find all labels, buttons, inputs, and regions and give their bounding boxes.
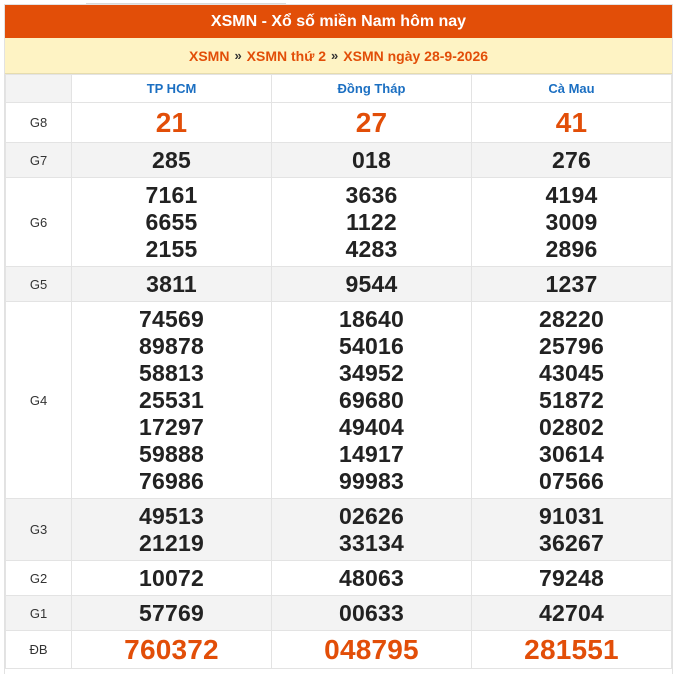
lottery-number: 2155 [145,235,198,262]
breadcrumb-link-date[interactable]: XSMN ngày 28-9-2026 [343,47,489,64]
lottery-number: 02626 [339,502,404,529]
results-table [5,74,672,669]
lottery-number: 25796 [539,332,604,359]
prize-label: G3 [6,499,72,561]
prize-cell [472,631,672,669]
lottery-number: 21 [155,106,188,138]
number-stack [272,565,471,592]
number-stack [272,147,471,174]
number-stack [272,182,471,263]
lottery-number: 30614 [539,440,604,467]
number-stack [272,600,471,627]
lottery-number: 36267 [539,529,604,556]
lottery-number: 3811 [146,270,197,297]
prize-label: ĐB [6,631,72,669]
prize-cell [72,631,272,669]
prize-row [6,499,672,561]
prize-cell [272,631,472,669]
prize-cell [272,302,472,499]
prize-row [6,631,672,669]
number-stack [72,271,271,298]
prize-cell [472,302,672,499]
column-header-province[interactable]: TP HCM [72,75,272,103]
lottery-number: 28220 [539,305,604,332]
lottery-number: 89878 [139,332,204,359]
lottery-number: 69680 [339,386,404,413]
results-title: XSMN - Xổ số miền Nam hôm nay [5,5,672,38]
prize-row [6,178,672,267]
lottery-number: 17297 [139,413,204,440]
number-stack [272,503,471,557]
number-stack [472,600,671,627]
prize-cell [472,178,672,267]
prize-cell [272,267,472,302]
number-stack [472,503,671,557]
prize-cell [72,178,272,267]
table-header-row [6,75,672,103]
lottery-number: 2896 [545,235,598,262]
prize-cell [72,103,272,143]
lottery-number: 018 [352,146,391,173]
number-stack [272,306,471,495]
breadcrumb-separator: » [331,48,339,63]
prize-cell [72,596,272,631]
lottery-number: 74569 [139,305,204,332]
lottery-number: 34952 [339,359,404,386]
prize-cell [72,143,272,178]
lottery-number: 07566 [539,467,604,494]
prize-label: G7 [6,143,72,178]
prize-row [6,302,672,499]
lottery-number: 3636 [345,181,398,208]
lottery-number: 27 [355,106,388,138]
number-stack [72,182,271,263]
number-stack [272,271,471,298]
results-panel [4,4,673,674]
lottery-number: 7161 [145,181,198,208]
prize-label: G6 [6,178,72,267]
prize-label: G2 [6,561,72,596]
number-stack [472,306,671,495]
number-stack [72,107,271,139]
lottery-number: 00633 [339,599,404,626]
special-prize-number: 281551 [524,633,619,665]
number-stack [472,147,671,174]
number-stack [72,634,271,666]
prize-cell [72,561,272,596]
lottery-number: 79248 [539,564,604,591]
lottery-number: 1122 [346,208,397,235]
number-stack [472,634,671,666]
lottery-number: 43045 [539,359,604,386]
prize-row [6,143,672,178]
breadcrumb-separator: » [234,48,242,63]
number-stack [472,107,671,139]
lottery-number: 42704 [539,599,604,626]
prize-cell [272,103,472,143]
lottery-number: 33134 [339,529,404,556]
prize-cell [272,143,472,178]
number-stack [272,107,471,139]
lottery-number: 3009 [545,208,598,235]
lottery-number: 58813 [139,359,204,386]
number-stack [72,600,271,627]
prize-label: G5 [6,267,72,302]
lottery-number: 276 [552,146,591,173]
lottery-number: 41 [555,106,588,138]
prize-label: G1 [6,596,72,631]
number-stack [72,147,271,174]
header-corner [6,75,72,103]
prize-label: G8 [6,103,72,143]
number-stack [472,565,671,592]
number-stack [72,565,271,592]
lottery-number: 10072 [139,564,204,591]
lottery-number: 21219 [139,529,204,556]
column-header-province[interactable]: Đồng Tháp [272,75,472,103]
prize-cell [472,499,672,561]
prize-cell [472,561,672,596]
lottery-number: 59888 [139,440,204,467]
lottery-number: 57769 [139,599,204,626]
lottery-number: 4283 [345,235,398,262]
lottery-number: 49513 [139,502,204,529]
prize-cell [272,178,472,267]
lottery-number: 18640 [339,305,404,332]
column-header-province[interactable]: Cà Mau [472,75,672,103]
lottery-number: 9544 [345,270,398,297]
number-stack [272,634,471,666]
prize-cell [72,499,272,561]
special-prize-number: 048795 [324,633,419,665]
lottery-number: 4194 [545,181,598,208]
breadcrumb-link-weekday[interactable]: XSMN thứ 2 [246,47,327,64]
prize-cell [72,267,272,302]
lottery-number: 14917 [339,440,404,467]
number-stack [472,182,671,263]
prize-row [6,596,672,631]
lottery-number: 6655 [145,208,198,235]
lottery-number: 02802 [539,413,604,440]
prize-cell [272,499,472,561]
prize-row [6,267,672,302]
prize-cell [272,596,472,631]
lottery-number: 54016 [339,332,404,359]
lottery-number: 91031 [539,502,604,529]
lottery-number: 99983 [339,467,404,494]
prize-row [6,561,672,596]
prize-row [6,103,672,143]
lottery-number: 25531 [139,386,204,413]
lottery-number: 51872 [539,386,604,413]
lottery-number: 76986 [139,467,204,494]
number-stack [72,306,271,495]
prize-cell [472,267,672,302]
special-prize-number: 760372 [124,633,219,665]
lottery-number: 1237 [545,270,598,297]
breadcrumb [5,38,672,74]
number-stack [72,503,271,557]
prize-cell [472,596,672,631]
prize-cell [472,143,672,178]
lottery-number: 49404 [339,413,404,440]
prize-cell [272,561,472,596]
lottery-number: 48063 [339,564,404,591]
prize-cell [472,103,672,143]
number-stack [472,271,671,298]
prize-cell [72,302,272,499]
breadcrumb-link-xsmn[interactable]: XSMN [188,47,230,64]
lottery-number: 285 [152,146,191,173]
prize-label: G4 [6,302,72,499]
